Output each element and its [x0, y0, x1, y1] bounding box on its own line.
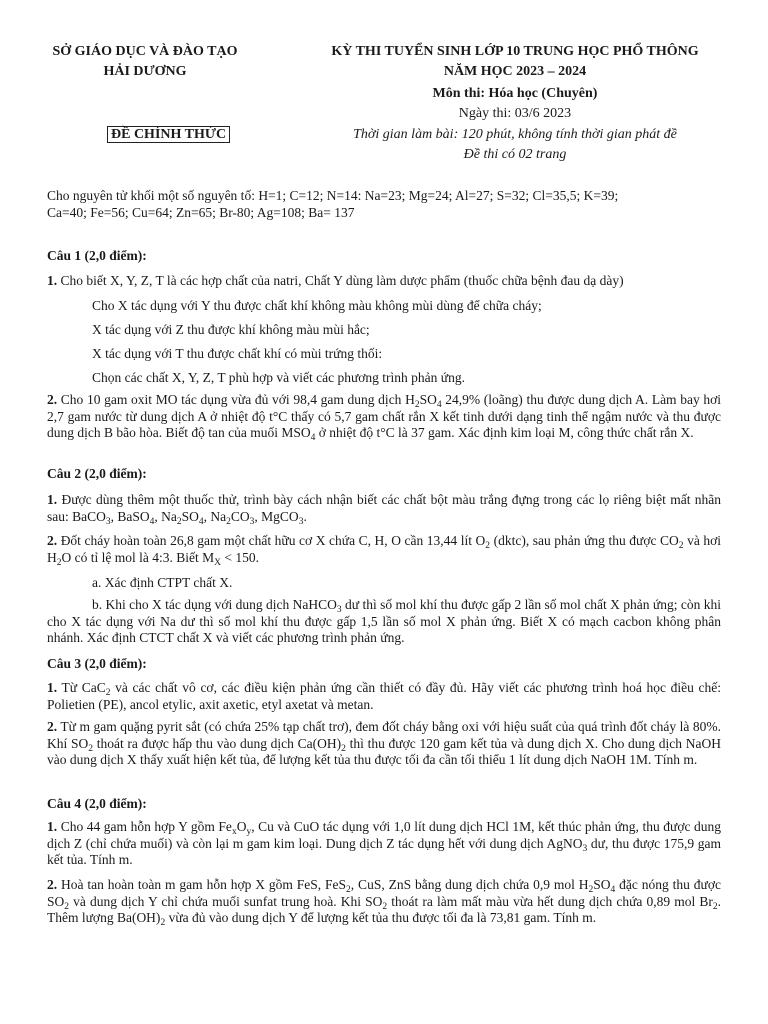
- question-1-condition-3: X tác dụng với T thu được chất khí có mùi trứng thối:: [92, 346, 383, 361]
- province-name: HẢI DƯƠNG: [103, 64, 187, 79]
- department-name: SỞ GIÁO DỤC VÀ ĐÀO TẠO: [52, 44, 238, 59]
- question-1-instruction: Chọn các chất X, Y, Z, T phù hợp và viết các phương trình phản ứng.: [92, 370, 465, 385]
- question-1-part-1: 1. Cho biết X, Y, Z, T là các hợp chất của natri, Chất Y dùng làm dược phẩm (thuốc chữa bệnh đau dạ dày): [47, 273, 624, 288]
- question-4-part-2: 2. Hoà tan hoàn toàn m gam hỗn hợp X gồm FeS, FeS$_2$, CuS, ZnS bằng dung dịch chứa 0,9 mol $H_2SO_4$ đặc nóng thu được $SO_2$ và dung dịch Y chỉ chứa muối sunfat trung hoà. Khi $SO_2$ thoát ra làm mất màu vừa hết dung dịch chứa 0,89 mol $Br_2$. Thêm lượng $Ba(OH)_2$ vừa đủ vào dung dịch Y để lượng kết tủa thu được tối đa là 73,81 gam. Tính m.: [47, 877, 722, 928]
- atomic-masses-line-1: Cho nguyên tử khối một số nguyên tố: H=1; C=12; N=14: Na=23; Mg=24; Al=27; S=32; Cl=35,5; K=39;: [47, 188, 619, 203]
- school-year: NĂM HỌC 2023 – 2024: [443, 64, 587, 79]
- page-count: Đề thi có 02 trang: [463, 147, 567, 162]
- question-1-part-2: 2. Cho 10 gam oxit MO tác dụng vừa đủ với 98,4 gam dung dịch $H_2SO_4$ 24,9% (loãng) thu được dung dịch A. Làm bay hơi 2,7 gam nước từ dung dịch A ở nhiệt độ t°C thấy có 5,7 gam chất rắn X kết tinh dưới dạng tinh thể ngậm nước và thu được dung dịch B bão hòa. Biết độ tan của muối $MSO_4$ ở nhiệt độ t°C là 37 gam. Xác định kim loại M, công thức chất rắn X.: [47, 392, 722, 443]
- question-3-part-2: 2. Từ m gam quặng pyrit sắt (có chứa 25% tạp chất trơ), đem đốt cháy bằng oxi với hiệu suất của quá trình đốt cháy là 80%. Khí $SO_2$ thoát ra được hấp thu vào dung dịch $Ca(OH)_2$ thì thu được 120 gam kết tủa và dung dịch X. Cho dung dịch NaOH vào dung dịch X thấy xuất hiện kết tủa, để lượng kết tủa thu được tối đa cần tối thiểu 1 lít dung dịch NaOH 1M. Tính m.: [47, 719, 721, 767]
- question-3-title: Câu 3 (2,0 điểm):: [47, 656, 147, 671]
- atomic-masses-line-2: Ca=40; Fe=56; Cu=64; Zn=65; Br-80; Ag=108; Ba= 137: [47, 205, 355, 220]
- question-4-part-1: 1. Cho 44 gam hỗn hợp Y gồm $Fe_xO_y$, Cu và CuO tác dụng với 1,0 lít dung dịch HCl 1M, kết thúc phản ứng, thu được dung dịch Z (chỉ chứa muối) và còn lại m gam kim loại. Dung dịch Z tác dụng hết với dung dịch AgNO$_3$ dư, thu được 175,9 gam kết tủa. Tính m.: [47, 819, 722, 867]
- question-1-title: Câu 1 (2,0 điểm):: [47, 248, 147, 263]
- question-2-part-2: 2. Đốt cháy hoàn toàn 26,8 gam một chất hữu cơ X chứa C, H, O cần 13,44 lít $O_2$ (dktc), sau phản ứng thu được $CO_2$ và hơi $H_2O$ có tỉ lệ mol là 4:3. Biết $M_X < 150$.: [47, 533, 722, 568]
- exam-title: KỲ THI TUYỂN SINH LỚP 10 TRUNG HỌC PHỔ THÔNG: [331, 44, 699, 59]
- question-4-title: Câu 4 (2,0 điểm):: [47, 796, 147, 811]
- question-2-title: Câu 2 (2,0 điểm):: [47, 466, 147, 481]
- exam-date: Ngày thi: 03/6 2023: [458, 106, 572, 121]
- official-exam-label: ĐỀ CHÍNH THỨC: [107, 127, 230, 143]
- question-2-part-2b: b. Khi cho X tác dụng với dung dịch NaHCO$_3$ dư thì số mol khí thu được gấp 2 lần số mol chất X phản ứng; còn khi cho X tác dụng với Na dư thì số mol khí thu được gấp 1,5 lần số mol X phản ứng. Biết X có mạch cacbon không phân nhánh. Xác định CTCT chất X và viết các phương trình phản ứng.: [47, 597, 721, 645]
- question-1-condition-2: X tác dụng với Z thu được khí không màu mùi hắc;: [92, 322, 370, 337]
- exam-subject: Môn thi: Hóa học (Chuyên): [432, 86, 598, 101]
- question-3-part-1: 1. Từ CaC$_2$ và các chất vô cơ, các điều kiện phản ứng cần thiết có đầy đủ. Hãy viết các phương trình hoá học điều chế: Polietien (PE), ancol etylic, axit axetic, etyl axetat và metan.: [47, 680, 721, 712]
- question-2-part-2a: a. Xác định CTPT chất X.: [92, 575, 233, 590]
- question-1-condition-1: Cho X tác dụng với Y thu được chất khí không màu không mùi dùng để chữa cháy;: [92, 298, 542, 313]
- question-2-part-1: 1. Được dùng thêm một thuốc thử, trình bày cách nhận biết các chất bột màu trắng đựng trong các lọ riêng biệt mất nhãn sau: BaCO$_3$, BaSO$_4$, $Na_2SO_4$, $Na_2CO_3$, MgCO$_3$.: [47, 492, 722, 527]
- exam-duration: Thời gian làm bài: 120 phút, không tính thời gian phát đề: [353, 127, 677, 142]
